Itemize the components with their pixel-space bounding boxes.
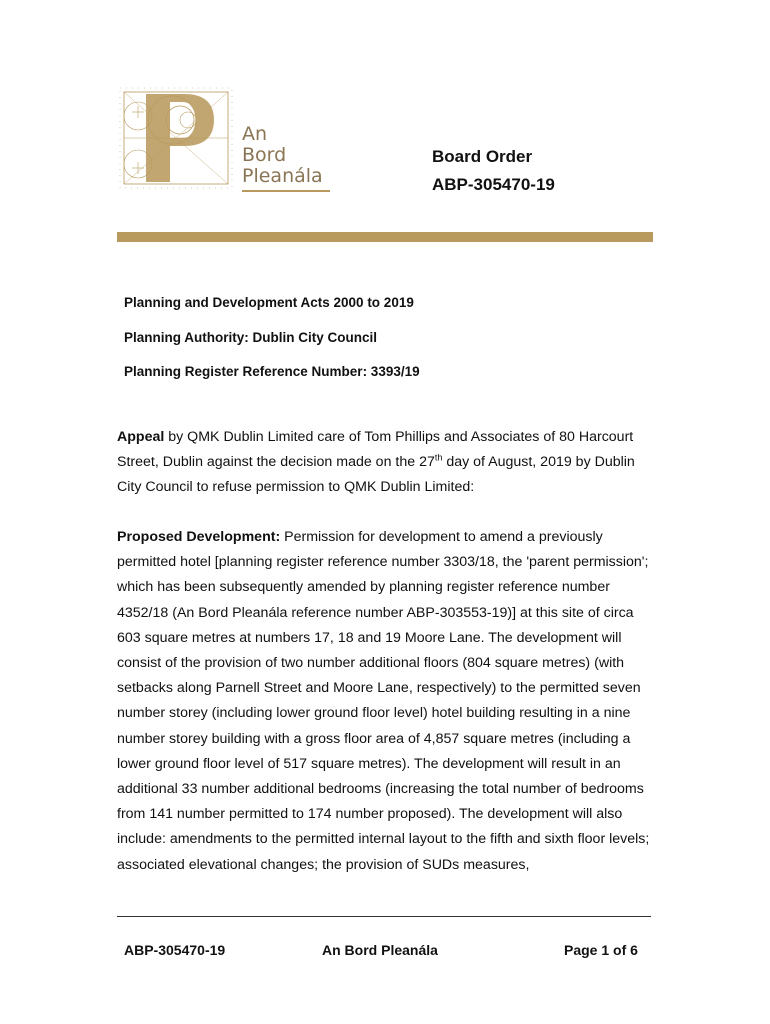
logo-line-1: An — [242, 123, 268, 145]
document-reference: ABP-305470-19 — [432, 175, 555, 194]
logo-wordmark — [242, 124, 323, 187]
appeal-text-after: day of August, 2019 by Dublin City Council to refuse permission to QMK Dublin Limited: — [117, 454, 635, 496]
footer-rule — [117, 916, 651, 917]
appeal-paragraph — [117, 425, 657, 501]
footer-reference: ABP-305470-19 — [124, 942, 226, 958]
appeal-superscript: th — [434, 452, 443, 463]
logo-line-2: Bord — [242, 144, 287, 166]
proposed-development-paragraph — [117, 525, 657, 878]
footer-organisation: An Bord Pleanála — [322, 942, 438, 958]
appeal-label: Appeal — [117, 429, 165, 445]
proposed-text: Permission for development to amend a previously permitted hotel [planning register reference number 3303/18, the 'parent permission'; which has been subsequently amended by planning register reference number 4352/18 (An Bord Pleanála reference number ABP-303553-19)] at this site of circa 603 square metres at numbers 17, 18 and 19 Moore Lane. The development will consist of the provision of two number additional floors (804 square metres) (with setbacks along Parnell Street and Moore Lane, respectively) to the permitted seven number storey (including lower ground floor level) hotel building resulting in a nine number storey building with a gross floor area of 4,857 square metres (including a lower ground floor level of 517 square metres). The development will result in an additional 33 number additional bedrooms (increasing the total number of bedrooms from 141 number permitted to 174 number proposed). The development will also include: amendments to the permitted internal layout to the fifth and sixth floor levels; associated elevational changes; the provision of SUDs measures, — [117, 529, 650, 873]
appeal-text-before: by QMK Dublin Limited care of Tom Phillips and Associates of 80 Harcourt Street, Dublin against the decision made on the 27 — [117, 429, 634, 471]
register-line: Planning Register Reference Number: 3393/19 — [124, 364, 420, 379]
footer-page-number: Page 1 of 6 — [564, 942, 638, 958]
proposed-label: Proposed Development: — [117, 529, 281, 545]
logo-line-3: Pleanála — [242, 165, 323, 187]
acts-line: Planning and Development Acts 2000 to 2019 — [124, 295, 414, 310]
authority-line: Planning Authority: Dublin City Council — [124, 329, 377, 345]
planning-meta — [124, 286, 420, 390]
document-title: Board Order — [432, 147, 533, 166]
order-header — [432, 143, 555, 199]
header-divider-bar — [117, 232, 653, 242]
logo-underline — [242, 190, 330, 192]
